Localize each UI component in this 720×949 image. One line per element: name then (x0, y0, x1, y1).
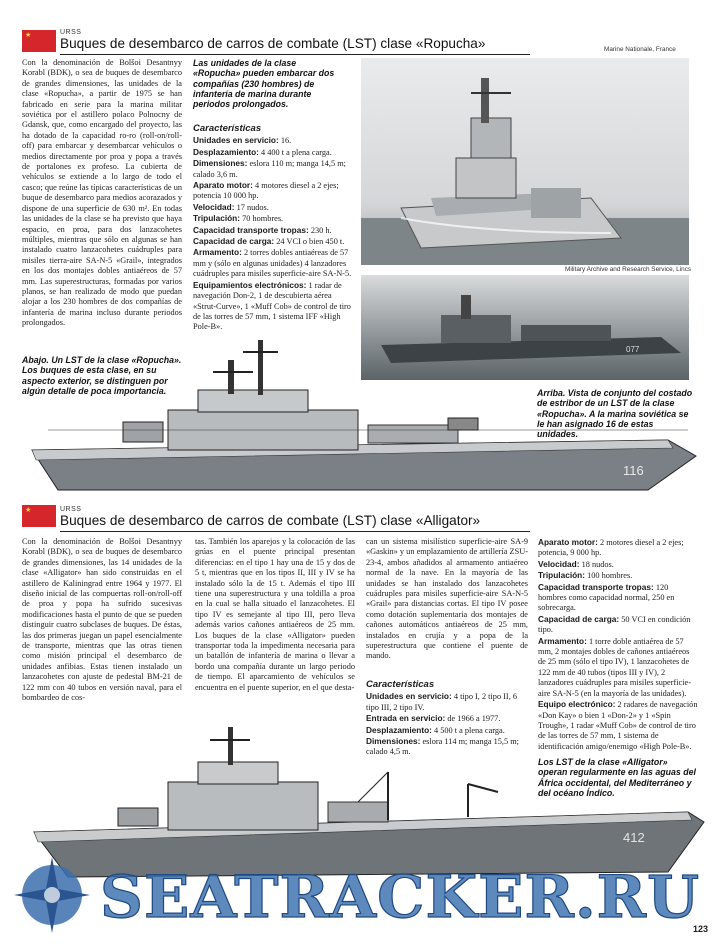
watermark-text: SEATRACKER.RU (100, 863, 700, 931)
soviet-flag-icon (22, 30, 56, 52)
spec-value: 18 nudos. (581, 559, 614, 569)
alligator-hull-number: 412 (623, 830, 645, 845)
spec-value: 2 motores diesel a 2 ejes; potencia, 9 000 hp. (538, 538, 684, 558)
spec-value: 1 torre doble antiaérea de 57 mm, 2 montajes dobles de cañones antiaéreos de 25 mm (sólo el tipo IV), 1 lanzacohetes de 122 mm de 40 tubos (tipos III y IV), 2 lanzadores cuádruples para misiles superficie-aire SA-N-5 (en la mayoría de las unidades). (538, 636, 691, 698)
ropucha-intro-caption: Las unidades de la clase «Ropucha» pueden embarcar dos compañías (230 hombres) de infantería de marina durante periodos prolongados. (193, 58, 335, 110)
title-rule (60, 531, 530, 532)
alligator-caption: Los LST de la clase «Alligator» operan regularmente en las aguas del África occidental, del Mediterráneo y del océano Índico. (538, 757, 696, 798)
country-tag: URSS (60, 506, 82, 513)
photo-credit-mid: Military Archive and Research Service, Lincs (565, 266, 692, 273)
spec-item (193, 225, 353, 236)
ropucha-illustration (28, 330, 700, 495)
compass-rose-icon (14, 857, 90, 933)
spec-value: eslora 110 m; manga 14,5 m; calado 3,6 m. (193, 159, 346, 179)
seatracker-watermark (10, 853, 710, 937)
spec-item (538, 570, 698, 581)
spec-label: Desplazamiento: (366, 724, 432, 735)
spec-label: Armamento: (538, 635, 587, 646)
spec-value: 17 nudos. (236, 202, 269, 212)
title-rule (60, 54, 530, 55)
photo-hull-number: 077 (626, 345, 640, 354)
spec-label: Aparato motor: (193, 180, 253, 191)
alligator-col2: tas. También los aparejos y la colocación de las grúas en el puente principal presentan diferencias: en el tipo 1 hay una de 15 y dos de 5 t, mientras que en los tipos II, III y IV se ha instalado sólo la de 15 t. Además el tipo III tiene una superestructura y una toldilla a proa en la cual se halla situado el lanzacohetes. El tipo IV es semejante al tipo III, pero lleva además varios cañones antiaéreos de 25 mm. Los buques de la clase «Alligator» pueden transportar toda la impedimenta necesaria para un batallón de infantería de marina o llevar a bordo una compañía durante un largo periodo de tiempo. El aparcamiento de vehículos se encuentra en el puente superior, en el que desta- (195, 537, 355, 692)
spec-value: 16. (280, 136, 292, 146)
spec-value: 4 400 t a plena carga. (261, 147, 332, 157)
spec-label: Armamento: (193, 247, 242, 258)
spec-label: Aparato motor: (538, 537, 598, 547)
ropucha-body-text: Con la denominación de Bolšoi Desantnyy Korabl (BDK), o sea de buques de desembarco de grandes dimensiones, las unidades de la clase «Ropucha», a partir de 1975 se han fabricado en serie para la marina militar soviética por el astillero polaco Polnocny de Gdansk, que, como encargado del proyecto, las ha dotado de la capacidad ro-ro (roll-on/roll-off) para embarcar y desembarcar vehículos o medios directamente por proa y popa a través de portalones ex profeso. La cubierta de vehículos se extiende a lo largo de todo el casco; que reúne las típicas características de un buque de desembarco para medios acorazados y dispone de una superficie de 630 m². En todas las unidades de la clase se ha previsto que haya espacio, en proa, para dos lanzacohetes múltiples, mientras que sólo en algunas se han instalado cuatro lanzacohetes cuádruples para misiles tierra-aire SA-N-5 «Grail», integrados en los dos montajes dobles antiaéreos de 57 mm. Las superestructuras, formadas por varios planos, se han realizado de modo que puedan alojar a los 230 hombres de dos compañías de infantería de marina incluso durante periodos prolongados. (22, 58, 182, 328)
section-title-alligator: Buques de desembarco de carros de combate (LST) clase «Alligator» (60, 513, 481, 528)
spec-label: Unidades en servicio: (366, 691, 452, 702)
spec-value: 24 VCI o bien 450 t. (276, 237, 345, 247)
spec-value: 2 torres dobles antiaéreas de 57 mm y (sólo en algunas unidades) 4 lanzadores cuádruples para misiles superficie-aire SA-N-5. (193, 248, 352, 279)
spec-label: Entrada en servicio: (366, 713, 446, 724)
spec-value: 4 tipo I, 2 tipo II, 6 tipo III, 2 tipo IV. (366, 692, 517, 712)
alligator-col1: Con la denominación de Bolšoi Desantnyy Korabl (BDK), o sea de buques de desembarco de grandes dimensiones, las 14 unidades de la clase «Alligator» han sido construidas en el astillero de Kaliningrad entre 1964 y 1977. El diseño inicial de las compuertas roll-on/roll-off de proa y popa ha sufrido sucesivas modificaciones hasta el punto de que se pueden distinguir cuatro subclases de buques. De éstas, las dos primeras juegan un papel esencialmente de transporte, mientras que las otras tienen como misión principal el desembarco de unidades anfibias. Estas tienen instalado un lanzacohetes con ajuste de pedestal BM-21 de 122 mm con 40 tubos en versión naval, para el bombardeo de cos- (22, 537, 182, 703)
spec-item (193, 158, 353, 180)
spec-item (193, 213, 353, 224)
ropucha-caption-left: Abajo. Un LST de la clase «Ropucha». Los buques de esta clase, en su aspecto exterior, se distinguen por algún detalle de poca importancia. (22, 355, 182, 396)
spec-item (193, 180, 353, 202)
spec-item (538, 636, 698, 699)
spec-value: 4 500 t a plena carga. (434, 725, 505, 735)
spec-label: Unidades en servicio: (193, 135, 279, 146)
spec-label: Capacidad transporte tropas: (538, 581, 654, 592)
spec-label: Equipamientos electrónicos: (193, 279, 307, 290)
alligator-specs-b (538, 537, 698, 752)
spec-label: Capacidad de carga: (538, 613, 620, 624)
spec-item (193, 135, 353, 146)
spec-value: 230 h. (310, 225, 332, 235)
spec-value: de 1966 a 1977. (447, 714, 501, 724)
ship-bow-image (361, 58, 689, 265)
soviet-flag-icon (22, 505, 56, 527)
spec-item (538, 582, 698, 614)
ropucha-caption-right: Arriba. Vista de conjunto del costado de estribor de un LST de la clase «Ropucha». A la marina soviética se le han asignado 16 de estas unidades. (537, 388, 693, 440)
spec-label: Velocidad: (193, 201, 235, 212)
spec-label: Dimensiones: (366, 736, 421, 747)
spec-label: Tripulación: (538, 570, 586, 581)
spec-value: 50 VCI en condición tipo. (538, 614, 691, 635)
spec-label: Velocidad: (538, 558, 580, 569)
spec-value: 4 motores diesel a 2 ejes; potencia 10 000 hp. (193, 181, 339, 201)
spec-value: 1 radar de navegación Don-2, 1 de descubierta aérea «Strut-Curve», 1 «Muff Cob» de control de tiro de las torres de 57 mm, 1 sistema IFF «High Pole-B». (193, 280, 351, 332)
specs-heading: Características (193, 123, 262, 134)
alligator-col3: can un sistema misilístico superficie-aire SA-9 «Gaskin» y un emplazamiento de artillería ZSU-23-4, ambos añadidos al armamento antiaéreo normal de la nave. En la mayoría de las unidades se han instalado dos lanzacohetes cuádruples para misiles superficie-aire SA-N-5 «Grail» para distancias cortas. El tipo IV posee como dotación suplementaria dos montajes de cañones automáticos antiaéreos de 25 mm, instalados en crujía y a popa de la superestructura que contiene el puente de mando. (366, 537, 528, 661)
spec-value: 2 radares de navegación «Don Kay» o bien 1 «Don-2» y 1 «Spin Trough», 1 radar «Muff Cob» de control de tiro de las torres de 57 mm, 1 sistema de identificación amigo/enemigo «High Pole-B». (538, 700, 698, 751)
spec-label: Capacidad transporte tropas: (193, 224, 309, 235)
spec-label: Tripulación: (193, 213, 241, 224)
spec-item (193, 236, 353, 247)
spec-item (538, 537, 698, 559)
spec-value: 70 hombres. (242, 214, 284, 224)
spec-label: Dimensiones: (193, 158, 248, 169)
spec-item (538, 559, 698, 570)
ropucha-photo-bow (361, 58, 689, 265)
specs-heading: Características (366, 679, 435, 690)
photo-credit-top: Marine Nationale, France (604, 46, 676, 53)
spec-label: Capacidad de carga: (193, 236, 275, 247)
section-title-ropucha: Buques de desembarco de carros de combate (LST) clase «Ropucha» (60, 36, 486, 51)
spec-item (193, 147, 353, 158)
spec-item (193, 280, 353, 333)
spec-value: 120 hombres como capacidad normal, 250 en sobrecarga. (538, 582, 675, 613)
country-tag: URSS (60, 29, 82, 36)
spec-label: Desplazamiento: (193, 146, 259, 157)
spec-item (193, 247, 353, 279)
spec-item (193, 202, 353, 213)
ropucha-hull-number: 116 (623, 463, 644, 478)
spec-label: Equipo electrónico: (538, 699, 616, 710)
spec-item (538, 614, 698, 636)
page-number: 123 (692, 924, 708, 934)
spec-item (366, 691, 528, 713)
spec-value: 100 hombres. (587, 571, 633, 581)
ropucha-specs (193, 124, 353, 333)
spec-value: eslora 114 m; manga 15,5 m; calado 4,5 m. (366, 737, 519, 757)
